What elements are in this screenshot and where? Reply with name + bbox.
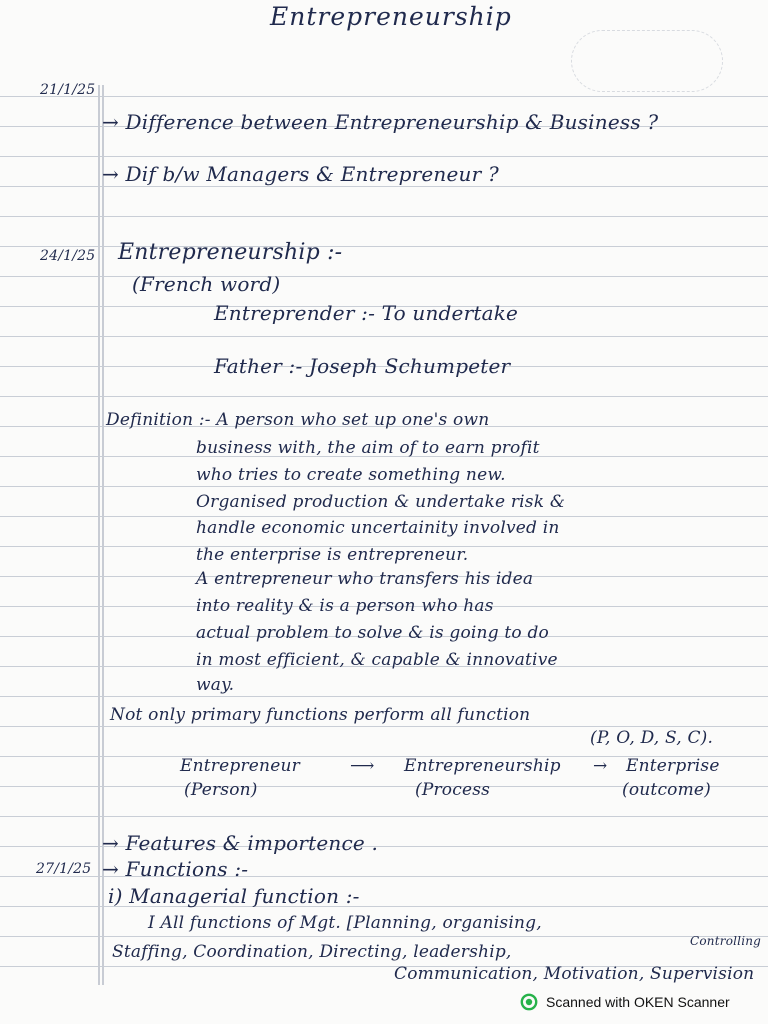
functions-detail-extra: Controlling <box>690 934 762 948</box>
ruled-line <box>0 516 768 517</box>
definition-line: way. <box>196 675 235 695</box>
date-entry: 27/1/25 <box>36 861 92 877</box>
flow-entrepreneur: Entrepreneur <box>180 756 300 776</box>
flow-person: (Person) <box>184 780 258 800</box>
left-margin-line <box>98 85 100 985</box>
flow-outcome: (outcome) <box>622 780 712 800</box>
section-heading: Entrepreneurship :- <box>118 240 343 265</box>
ruled-line <box>0 336 768 337</box>
date-entry: 21/1/25 <box>40 82 96 98</box>
ruled-line <box>0 936 768 937</box>
definition-line: who tries to create something new. <box>196 465 506 485</box>
ruled-line <box>0 276 768 277</box>
functions-detail-line: I All functions of Mgt. [Planning, organising, <box>148 913 542 933</box>
ruled-line <box>0 396 768 397</box>
definition-line: Definition :- A person who set up one's own <box>106 410 490 430</box>
scanner-footer-text: Scanned with OKEN Scanner <box>546 994 730 1010</box>
flow-enterprise: Enterprise <box>626 756 720 776</box>
functions-note: Not only primary functions perform all function <box>110 705 531 725</box>
definition-line: into reality & is a person who has <box>196 596 494 616</box>
managerial-heading: i) Managerial function :- <box>108 884 360 908</box>
definition-line: Organised production & undertake risk & <box>196 492 566 512</box>
ruled-line <box>0 96 768 97</box>
definition-line: actual problem to solve & is going to do <box>196 623 549 643</box>
ruled-line <box>0 816 768 817</box>
section-subtext: (French word) <box>132 272 281 296</box>
ruled-line <box>0 726 768 727</box>
flow-entrepreneurship: Entrepreneurship <box>404 756 561 776</box>
functions-detail-line: Staffing, Coordination, Directing, leadership, <box>112 942 512 962</box>
flow-arrow: → <box>593 756 608 776</box>
page-title: Entrepreneurship <box>270 2 512 31</box>
definition-line: the enterprise is entrepreneur. <box>196 545 469 565</box>
flow-process: (Process <box>415 780 491 800</box>
ruled-line <box>0 486 768 487</box>
father-note: Father :- Joseph Schumpeter <box>214 354 511 378</box>
definition-line: handle economic uncertainity involved in <box>196 518 560 538</box>
ruled-line <box>0 246 768 247</box>
flow-arrow: ⟶ <box>350 756 375 776</box>
definition-line: business with, the aim of to earn profit <box>196 438 540 458</box>
definition-origin: Entreprender :- To undertake <box>214 301 519 325</box>
functions-heading: → Functions :- <box>102 857 249 881</box>
scanner-footer <box>520 990 730 1014</box>
date-entry: 24/1/25 <box>40 248 96 264</box>
ruled-line <box>0 216 768 217</box>
functions-note-abbrev: (P, O, D, S, C). <box>590 728 714 748</box>
question-2: → Dif b/w Managers & Entrepreneur ? <box>102 162 499 186</box>
ruled-line <box>0 696 768 697</box>
ruled-line <box>0 186 768 187</box>
definition-line: A entrepreneur who transfers his idea <box>196 569 534 589</box>
functions-detail-line: Communication, Motivation, Supervision <box>394 964 755 984</box>
question-1: → Difference between Entrepreneurship & Business ? <box>102 110 659 134</box>
features-heading: → Features & importence . <box>102 831 379 855</box>
faint-header-stamp <box>571 30 723 92</box>
definition-line: in most efficient, & capable & innovative <box>196 650 558 670</box>
ruled-line <box>0 156 768 157</box>
scanner-icon <box>520 993 538 1011</box>
